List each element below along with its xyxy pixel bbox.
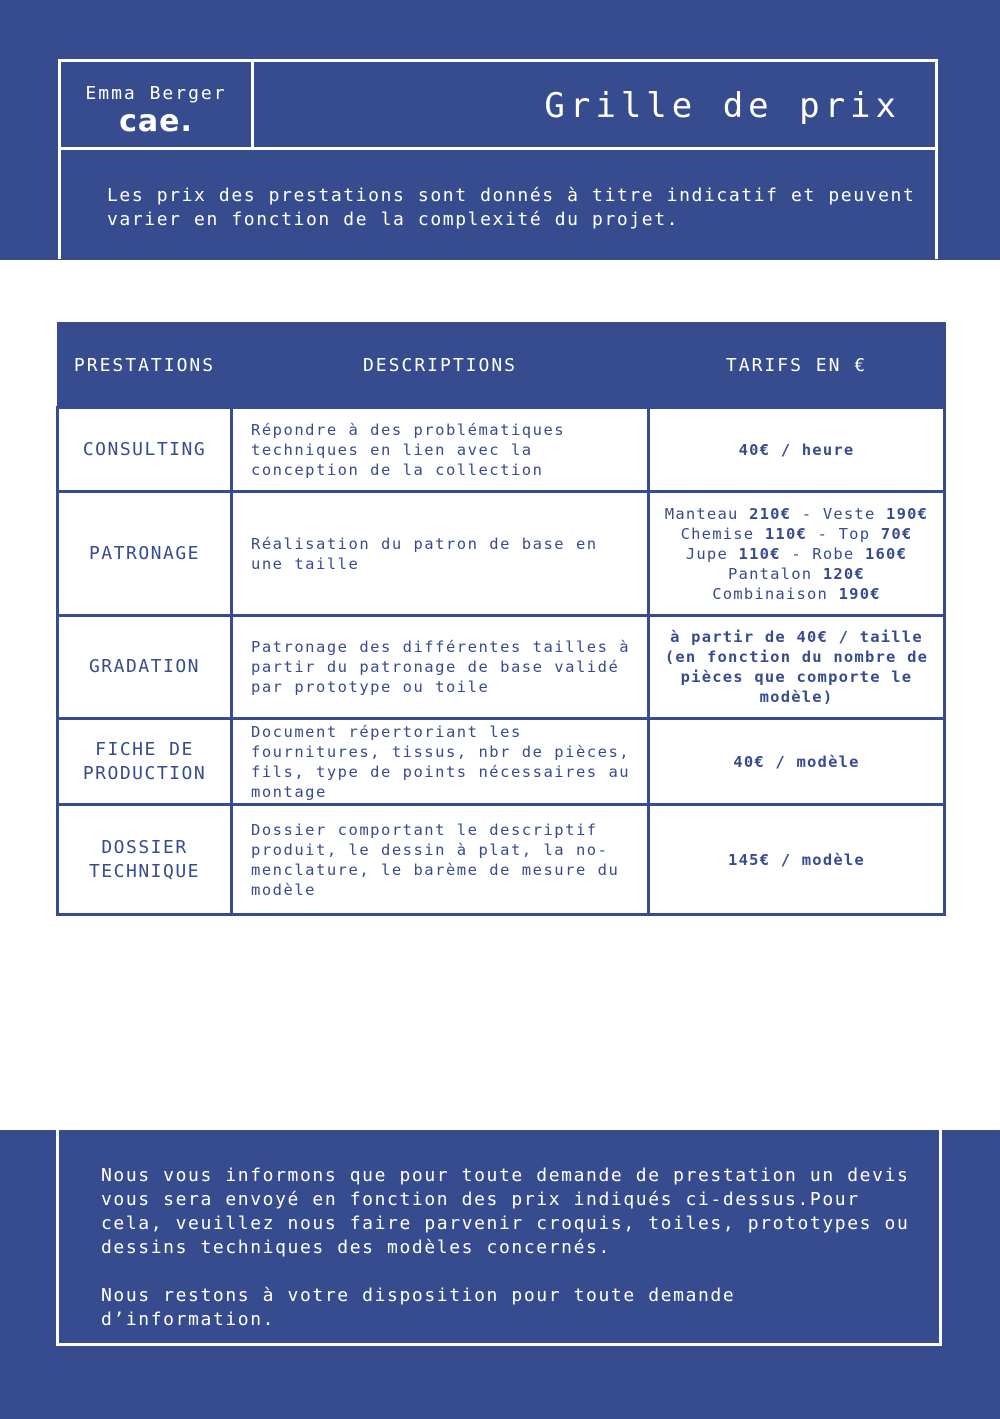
footer-text [101,1164,921,1332]
service-description: Dossier comportant le descriptif produit, le dessin à plat, la no-menclature, le barème de mesure du modèle [232,805,649,915]
service-description: Réalisation du patron de base en une taille [232,492,649,616]
table-row [58,492,945,616]
service-name: GRADATION [58,616,232,719]
service-price: 40€ / heure [649,408,945,492]
footer-paragraph: Nous vous informons que pour toute demande de prestation un devis vous sera envoyé en fonction des prix indiqués ci-dessus.Pour cela, veuillez nous faire parvenir croquis, toiles, prototypes ou dessins techniques des modèles concernés. [101,1165,910,1258]
title-block [254,62,935,150]
price-table [56,322,946,916]
service-description: Document répertoriant les fournitures, tissus, nbr de pièces, fils, type de points nécessaires au montage [232,719,649,805]
price-line: Manteau 210€ - Veste 190€ [664,504,929,523]
price-line: Chemise 110€ - Top 70€ [680,524,913,543]
page-title: Grille de prix [544,86,901,126]
table-row [58,805,945,915]
service-name: CONSULTING [58,408,232,492]
service-description: Répondre à des problématiques techniques en lien avec la conception de la collection [232,408,649,492]
header-frame [58,59,938,259]
service-price-list [649,492,945,616]
intro-text: Les prix des prestations sont donnés à titre indicatif et peuvent varier en fonction de la complexité du projet. [107,185,916,230]
service-name: PATRONAGE [58,492,232,616]
service-price: à partir de 40€ / taille (en fonction du nombre de pièces que comporte le modèle) [649,616,945,719]
price-line: Jupe 110€ - Robe 160€ [685,544,908,563]
table-row [58,719,945,805]
column-header-prestations: PRESTATIONS [58,323,232,408]
footer-frame [56,1130,942,1346]
logo-block [61,62,254,150]
service-name: DOSSIER TECHNIQUE [58,805,232,915]
service-description: Patronage des différentes tailles à partir du patronage de base validé par prototype ou toile [232,616,649,719]
price-line: Combinaison 190€ [712,584,881,603]
brand-name: Emma Berger [85,83,227,104]
service-name: FICHE DE PRODUCTION [58,719,232,805]
column-header-tarifs: TARIFS EN € [649,323,945,408]
brand-logo: cae. [119,104,193,139]
table-row [58,408,945,492]
table-row [58,616,945,719]
footer-paragraph: Nous restons à votre disposition pour toute demande d’information. [101,1285,736,1330]
price-line: Pantalon 120€ [728,564,865,583]
service-price: 145€ / modèle [649,805,945,915]
column-header-descriptions: DESCRIPTIONS [232,323,649,408]
table-header-row [58,323,945,408]
service-price: 40€ / modèle [649,719,945,805]
